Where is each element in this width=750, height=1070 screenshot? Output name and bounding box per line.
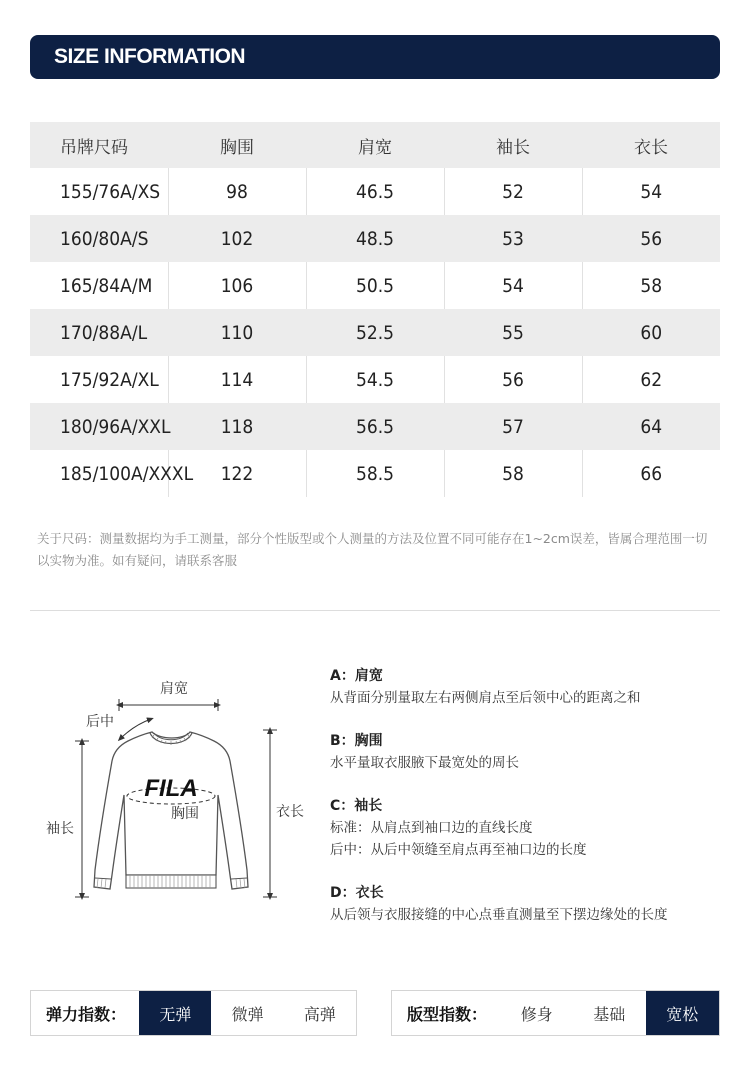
label-shoulder: 肩宽 <box>160 681 188 697</box>
definition-text: 标准：从肩点到袖口边的直线长度 <box>330 820 533 836</box>
table-row <box>30 168 720 215</box>
cell-shoulder: 48.5 <box>306 215 444 262</box>
cell-sleeve: 55 <box>444 309 582 356</box>
definition-title: A：肩宽 <box>330 668 383 684</box>
elasticity-scale <box>30 990 357 1036</box>
cell-sleeve: 56 <box>444 356 582 403</box>
cell-length: 56 <box>582 215 720 262</box>
fit-option-regular: 基础 <box>593 1004 626 1024</box>
table-row <box>30 215 720 262</box>
cell-chest: 98 <box>168 168 306 215</box>
table-row <box>30 262 720 309</box>
table-row <box>30 356 720 403</box>
measurement-definitions <box>330 665 730 947</box>
definition-length <box>330 882 730 926</box>
col-length: 衣长 <box>582 122 720 168</box>
col-shoulder: 肩宽 <box>306 122 444 168</box>
cell-chest: 102 <box>168 215 306 262</box>
definition-sleeve <box>330 795 730 861</box>
cell-chest: 110 <box>168 309 306 356</box>
table-row <box>30 309 720 356</box>
label-back-center: 后中 <box>86 714 114 730</box>
elasticity-label: 弹力指数： <box>46 1004 127 1024</box>
elasticity-option-slight: 微弹 <box>231 1004 264 1024</box>
definition-text: 水平量取衣服腋下最宽处的周长 <box>330 755 519 771</box>
divider <box>30 610 720 611</box>
cell-shoulder: 50.5 <box>306 262 444 309</box>
col-chest: 胸围 <box>168 122 306 168</box>
fit-scale <box>391 990 720 1036</box>
cell-sleeve: 53 <box>444 215 582 262</box>
elasticity-option-high: 高弹 <box>303 1004 336 1024</box>
cell-chest: 122 <box>168 450 306 497</box>
fit-option-loose: 宽松 <box>646 991 719 1035</box>
label-sleeve: 袖长 <box>46 821 74 837</box>
cell-chest: 106 <box>168 262 306 309</box>
cell-length: 54 <box>582 168 720 215</box>
definition-title: B：胸围 <box>330 733 383 749</box>
definition-text: 从后领与衣服接缝的中心点垂直测量至下摆边缘处的长度 <box>330 907 668 923</box>
cell-length: 64 <box>582 403 720 450</box>
fila-logo: FILA <box>144 775 198 802</box>
definition-chest <box>330 730 730 774</box>
cell-sleeve: 52 <box>444 168 582 215</box>
fit-option-slim: 修身 <box>520 1004 553 1024</box>
definition-shoulder <box>330 665 730 709</box>
sweatshirt-illustration <box>40 665 315 915</box>
cell-size: 165/84A/M <box>60 274 153 297</box>
cell-chest: 118 <box>168 403 306 450</box>
cell-size: 160/80A/S <box>30 215 168 262</box>
cell-shoulder: 46.5 <box>306 168 444 215</box>
cell-length: 60 <box>582 309 720 356</box>
section-title: SIZE INFORMATION <box>54 45 246 68</box>
sweatshirt-diagram <box>40 665 315 915</box>
definition-title: C：袖长 <box>330 798 383 814</box>
cell-sleeve: 54 <box>444 262 582 309</box>
label-length: 衣长 <box>276 804 304 820</box>
cell-size: 155/76A/XS <box>60 180 161 203</box>
elasticity-option-none: 无弹 <box>139 991 211 1035</box>
cell-shoulder: 52.5 <box>306 309 444 356</box>
col-tag-size: 吊牌尺码 <box>30 122 168 168</box>
label-chest: 胸围 <box>171 806 199 822</box>
definition-text: 从背面分别量取左右两侧肩点至后领中心的距离之和 <box>330 690 641 706</box>
measurement-note: 关于尺码：测量数据均为手工测量，部分个性版型或个人测量的方法及位置不同可能存在1~2cm误差，皆属合理范围一切以实物为准。如有疑问，请联系客服 <box>37 531 708 568</box>
cell-size: 185/100A/XXXL <box>60 462 194 485</box>
cell-sleeve: 57 <box>444 403 582 450</box>
cell-size: 175/92A/XL <box>60 368 159 391</box>
cell-size: 180/96A/XXL <box>30 403 168 450</box>
fit-label: 版型指数： <box>407 1004 488 1024</box>
cell-length: 62 <box>582 356 720 403</box>
cell-shoulder: 54.5 <box>306 356 444 403</box>
cell-shoulder: 56.5 <box>306 403 444 450</box>
cell-length: 58 <box>582 262 720 309</box>
table-row <box>30 403 720 450</box>
definition-title: D：衣长 <box>330 885 384 901</box>
table-row <box>30 450 720 497</box>
table-header-row <box>30 122 720 168</box>
cell-shoulder: 58.5 <box>306 450 444 497</box>
section-header <box>30 35 720 79</box>
col-sleeve: 袖长 <box>444 122 582 168</box>
cell-length: 66 <box>582 450 720 497</box>
size-table <box>30 122 720 497</box>
cell-chest: 114 <box>168 356 306 403</box>
cell-size: 170/88A/L <box>30 309 168 356</box>
definition-text: 后中：从后中领缝至肩点再至袖口边的长度 <box>330 842 587 858</box>
cell-sleeve: 58 <box>444 450 582 497</box>
